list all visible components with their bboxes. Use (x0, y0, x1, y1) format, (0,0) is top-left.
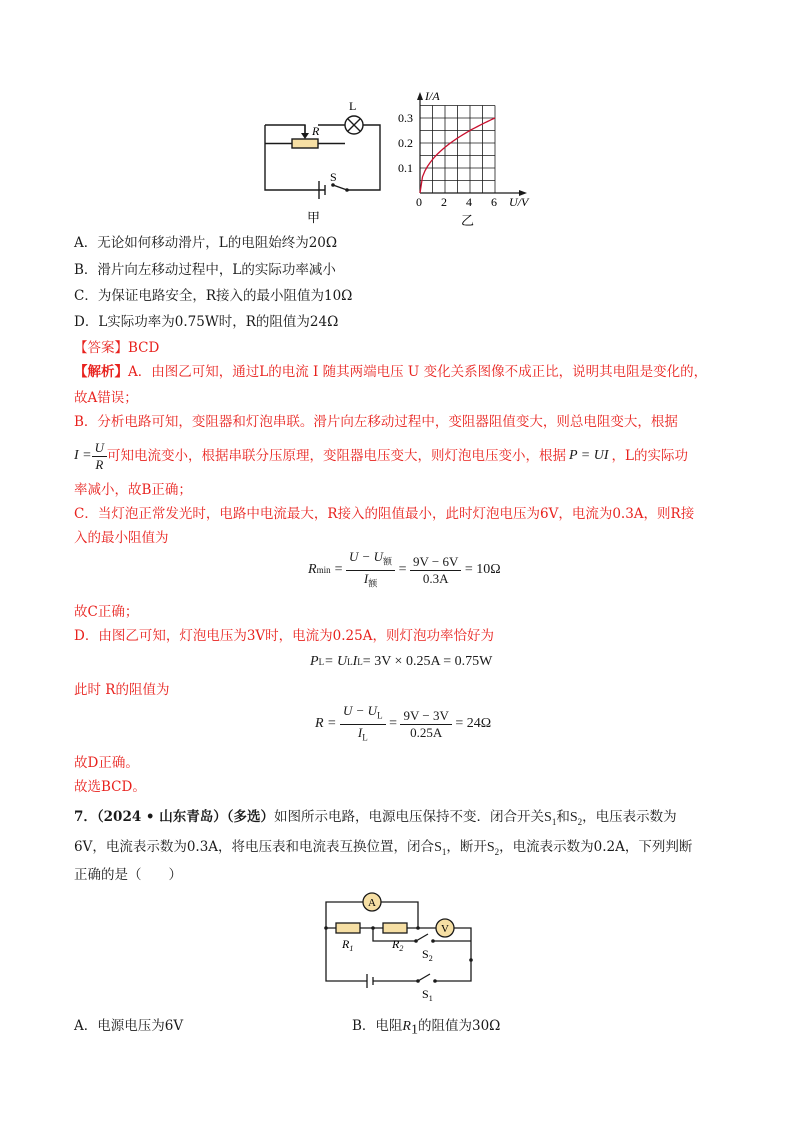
label-s: S (330, 170, 337, 184)
analysis-a1: A．由图乙可知，通过L的电流 I 随其两端电压 U 变化关系图像不成正比，说明其电阻是变化的， (128, 364, 708, 380)
y-tick: 0.3 (398, 111, 413, 125)
q7-option-b: B．电阻$R_1$的阻值为30Ω (352, 1018, 501, 1038)
analysis-label: 【解析】 (74, 364, 128, 380)
analysis-b3: 率减小，故B正确； (74, 482, 192, 498)
option-b: B．滑片向左移动过程中，L的实际功率减小 (74, 262, 336, 278)
label-s1: $S_1$ (422, 987, 433, 1003)
q7-l1a: 如图所示电路，电源电压保持不变．闭合开关 (274, 809, 545, 825)
x-tick: 6 (491, 195, 497, 209)
q7-l3: 正确的是（ ） (74, 867, 182, 883)
q7-s2: $S_2$ (486, 840, 500, 857)
option-a: A．无论如何移动滑片，L的电阻始终为20Ω (74, 235, 338, 251)
analysis-d-mid: 此时 R的阻值为 (74, 682, 170, 698)
analysis-b2-end: ，L的实际功 (611, 448, 688, 464)
label-r1: $R_1$ (342, 937, 354, 953)
circuit-diagram-q7 (318, 888, 486, 1006)
analysis-c-end: 故C正确； (74, 604, 139, 620)
label-r2: $R_2$ (392, 937, 404, 953)
analysis-d-end: 故D正确。 (74, 755, 139, 771)
voltmeter-label: V (441, 923, 449, 935)
x-tick: 0 (416, 195, 422, 209)
analysis-a2: 故A错误； (74, 390, 138, 406)
x-tick: 4 (466, 195, 472, 209)
analysis-b1: B．分析电路可知，变阻器和灯泡串联。滑片向左移动过程中，变阻器阻值变大，则总电阻变大，根据 (74, 414, 678, 430)
label-jia: 甲 (307, 210, 321, 225)
y-tick: 0.2 (398, 136, 413, 150)
q7-s1: $S_1$ (544, 810, 557, 827)
ammeter-label: A (368, 897, 376, 909)
label-l: L (349, 99, 357, 113)
x-tick: 2 (441, 195, 447, 209)
rmin-equation: R min = $\frac{U - U_额}{I_额}$ = $\frac{9V - 6V}{0.3A}$ = 10Ω (308, 548, 501, 589)
q7-option-a: A．电源电压为6V (74, 1018, 184, 1034)
option-c: C．为保证电路安全，R接入的最小阻值为10Ω (74, 288, 353, 304)
power-formula: P = UI (569, 448, 609, 463)
q7-s2: $S_2$ (569, 810, 583, 827)
q7-number: 7． (74, 809, 97, 825)
y-tick: 0.1 (398, 161, 413, 175)
analysis-b2-mid: 可知电流变小，根据串联分压原理，变阻器电压变大，则灯泡电压变小，根据 (107, 448, 566, 464)
label-r: R (312, 124, 320, 138)
option-d: D．L实际功率为0.75W时，R的阻值为24Ω (74, 314, 339, 330)
y-axis-label: I/A (425, 89, 440, 103)
ohm-fraction: $\frac{U}{R}$ (92, 440, 107, 473)
q7-l2c: ，电流表示数为0.2A，下列判断 (499, 839, 693, 855)
answer: 【答案】BCD (74, 340, 160, 356)
ohm-lhs: I = (74, 448, 92, 463)
circuit-diagram-jia (255, 95, 385, 225)
q7-l1c: ，电压表示数为 (582, 809, 677, 825)
iu-graph-yi (395, 88, 545, 228)
analysis-c1: C．当灯泡正常发光时，电路中电流最大，R接入的阻值最小，此时灯泡电压为6V，电流为0.3A，则R接 (74, 506, 695, 522)
q7-source: （2024 • 山东青岛）（多选） (96, 809, 275, 825)
q7-l2a: 6V，电流表示数为0.3A，将电压表和电流表互换位置，闭合 (74, 839, 435, 855)
r-equation: R = $\frac{U - U_L}{I_L}$ = $\frac{9V - 3V}{0.25A}$ = 24Ω (315, 702, 492, 743)
pl-equation: P L = U L I L = 3V × 0.25A = 0.75W (310, 654, 493, 669)
analysis-final: 故选BCD。 (74, 779, 146, 795)
q7-s1: $S_1$ (434, 840, 447, 857)
x-axis-label: U/V (509, 195, 529, 209)
label-s2: $S_2$ (422, 947, 433, 963)
analysis-d1: D．由图乙可知，灯泡电压为3V时，电流为0.25A，则灯泡功率恰好为 (74, 628, 494, 644)
graph-grid (420, 106, 495, 194)
label-yi: 乙 (461, 213, 475, 228)
analysis-c2: 入的最小阻值为 (74, 530, 169, 546)
